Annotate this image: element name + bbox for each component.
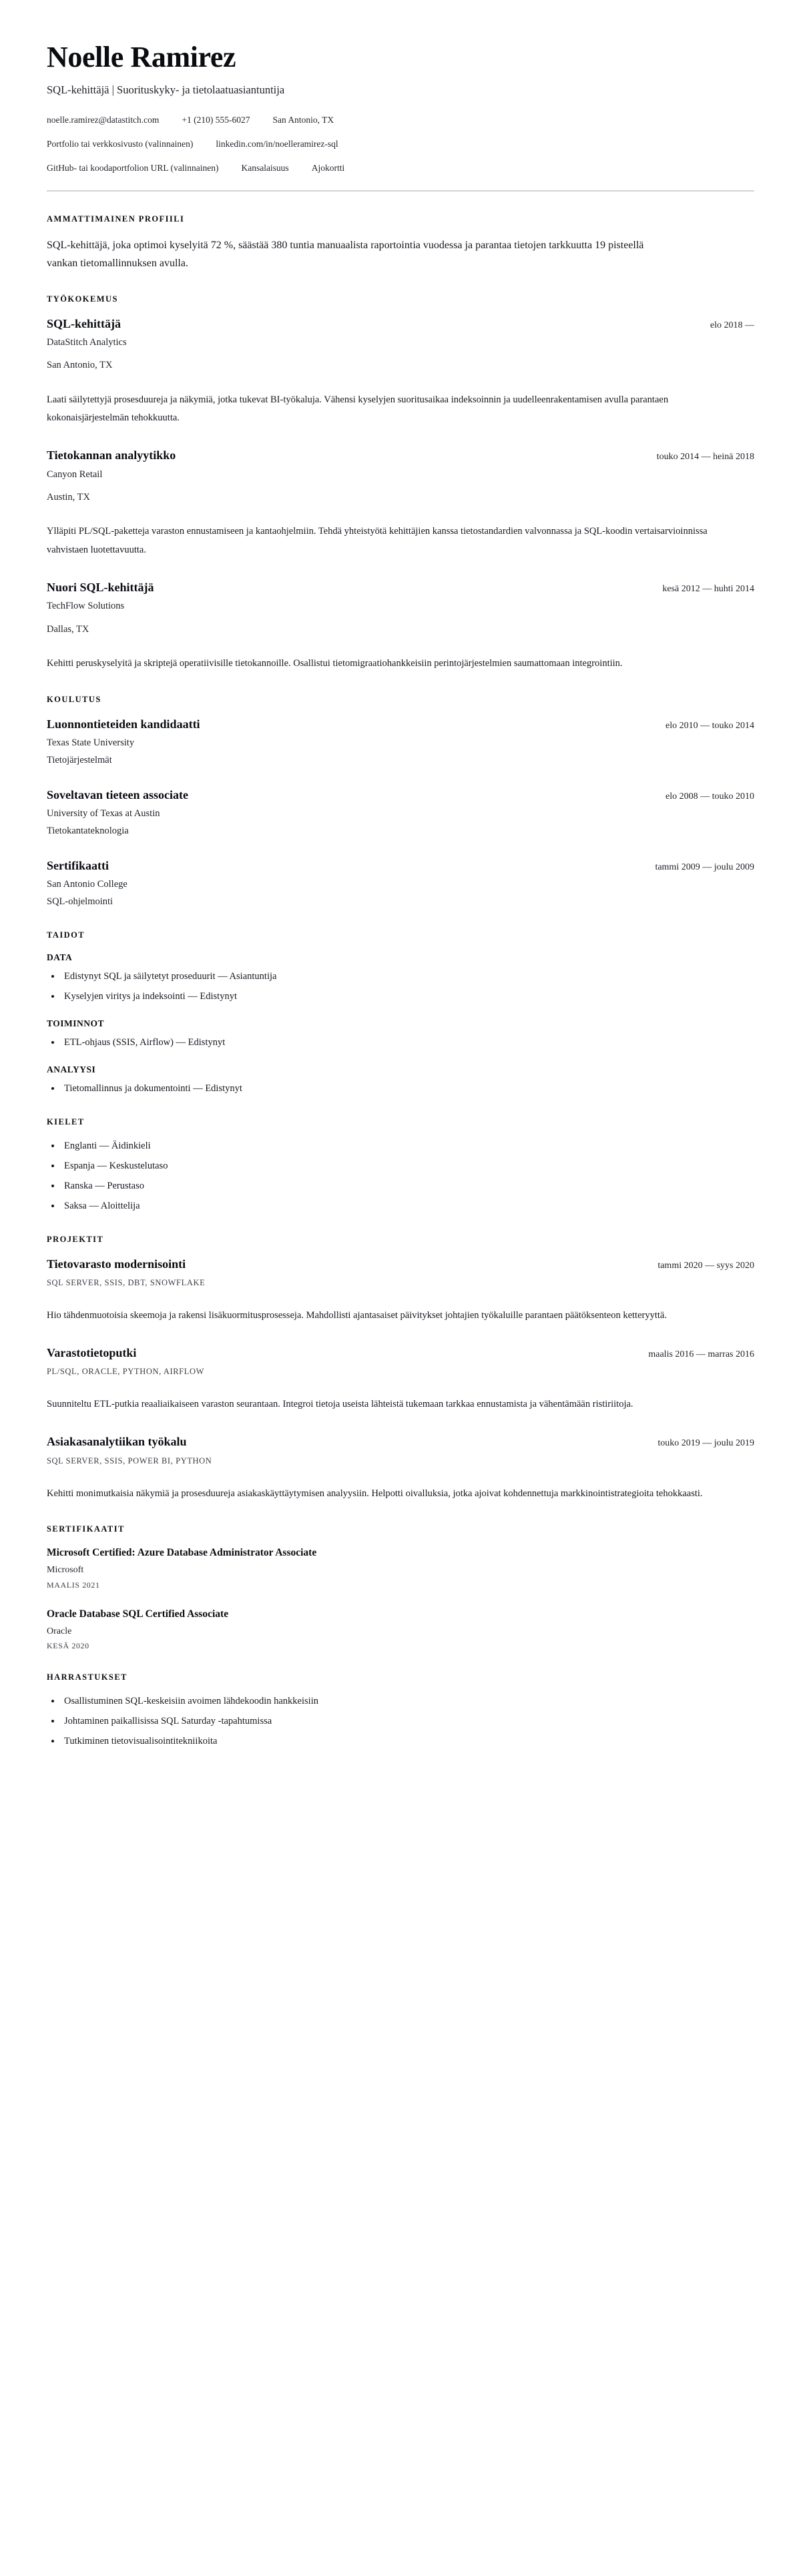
field-of-study: Tietokantateknologia bbox=[47, 826, 129, 837]
experience-entry-header bbox=[47, 580, 754, 595]
list-item: Tutkiminen tietovisualisointitekniikoita bbox=[47, 1734, 754, 1748]
degree-dates: elo 2010 — touko 2014 bbox=[665, 720, 754, 731]
location-text: San Antonio, TX bbox=[272, 114, 334, 125]
list-item: Saksa — Aloittelija bbox=[47, 1199, 754, 1213]
list-item: Kyselyjen viritys ja indeksointi — Edistynyt bbox=[47, 990, 754, 1004]
header-divider bbox=[47, 190, 754, 192]
school-name: University of Texas at Austin bbox=[47, 808, 160, 820]
list-item: Osallistuminen SQL-keskeisiin avoimen lähdekoodin hankkeisiin bbox=[47, 1694, 754, 1708]
experience-entry-header bbox=[47, 316, 754, 332]
skill-list bbox=[47, 1082, 754, 1096]
education-entry bbox=[47, 787, 754, 838]
experience-entry-header bbox=[47, 448, 754, 463]
experience-entry bbox=[47, 448, 754, 560]
list-item: Tietomallinnus ja dokumentointi — Edistynyt bbox=[47, 1082, 754, 1096]
list-item: Edistynyt SQL ja säilytetyt proseduurit — Asiantuntija bbox=[47, 970, 754, 984]
linkedin-link-text[interactable]: linkedin.com/in/noelleramirez-sql bbox=[216, 139, 338, 149]
project-description: Hio tähdenmuotoisia skeemoja ja rakensi lisäkuormitusprosesseja. Mahdollisti ajantasaiset päivitykset johtajien työkaluille parantaen päätöksenteon ketteryyttä. bbox=[47, 1310, 667, 1321]
project-tech-stack: PL/SQL, ORACLE, PYTHON, AIRFLOW bbox=[47, 1367, 204, 1377]
professional-headline: SQL-kehittäjä | Suorituskyky- ja tietolaatuasiantuntija bbox=[47, 83, 285, 96]
section-heading-languages: KIELET bbox=[47, 1116, 85, 1126]
profile-summary-text: SQL-kehittäjä, joka optimoi kyselyitä 72 %, säästää 380 tuntia manuaalista raportointia vuodessa ja parantaa tietojen tarkkuutta 19 pisteellä vankan tietomallinnuksen avulla. bbox=[47, 239, 644, 270]
skill-group-analysis bbox=[47, 1064, 754, 1096]
job-description: Ylläpiti PL/SQL-paketteja varaston ennustamiseen ja kantaohjelmiin. Tehdä yhteistyötä kehittäjien kanssa tietostandardien valvonnassa ja SQL-koodin vertaisarvioinnissa vahvistaen luotettavuutta. bbox=[47, 526, 708, 556]
certificate-entry bbox=[47, 1546, 754, 1590]
job-employer: TechFlow Solutions bbox=[47, 601, 125, 612]
education-entry-header bbox=[47, 717, 754, 732]
skill-list bbox=[47, 970, 754, 1004]
project-tech-stack: SQL SERVER, SSIS, DBT, SNOWFLAKE bbox=[47, 1278, 206, 1288]
job-employer: DataStitch Analytics bbox=[47, 336, 127, 348]
skill-group-label: TOIMINNOT bbox=[47, 1018, 105, 1028]
list-item: Johtaminen paikallisissa SQL Saturday -tapahtumissa bbox=[47, 1714, 754, 1728]
hobby-list bbox=[47, 1694, 754, 1748]
project-entry bbox=[47, 1345, 754, 1414]
job-dates: touko 2014 — heinä 2018 bbox=[656, 452, 754, 462]
project-entry bbox=[47, 1434, 754, 1503]
section-heading-certificates: SERTIFIKAATIT bbox=[47, 1524, 125, 1534]
project-description: Suunniteltu ETL-putkia reaaliaikaiseen varaston seurantaan. Integroi tietoja useista lähteistä tukemaan tarkkaa ennustamista ja vähentämään ristiriitoja. bbox=[47, 1399, 633, 1410]
email-text[interactable]: noelle.ramirez@datastitch.com bbox=[47, 114, 160, 125]
field-of-study: SQL-ohjelmointi bbox=[47, 896, 113, 908]
section-certificates bbox=[47, 1524, 754, 1651]
job-dates: elo 2018 — bbox=[710, 320, 754, 330]
skill-list bbox=[47, 1036, 754, 1050]
skill-group-data bbox=[47, 952, 754, 1004]
section-professional-profile bbox=[47, 214, 754, 273]
degree-title: Luonnontieteiden kandidaatti bbox=[47, 717, 200, 731]
job-location: Dallas, TX bbox=[47, 623, 89, 635]
education-entry-header bbox=[47, 858, 754, 874]
project-dates: tammi 2020 — syys 2020 bbox=[657, 1260, 754, 1271]
job-dates: kesä 2012 — huhti 2014 bbox=[662, 583, 754, 594]
section-heading-experience: TYÖKOKEMUS bbox=[47, 294, 118, 304]
certificate-name: Microsoft Certified: Azure Database Administrator Associate bbox=[47, 1547, 317, 1559]
education-entry-header bbox=[47, 787, 754, 803]
certificate-date: KESÄ 2020 bbox=[47, 1641, 89, 1651]
phone-text[interactable]: +1 (210) 555-6027 bbox=[182, 114, 250, 125]
project-entry-header bbox=[47, 1257, 754, 1272]
list-item: Englanti — Äidinkieli bbox=[47, 1139, 754, 1153]
contact-line-primary bbox=[47, 113, 754, 127]
section-work-experience bbox=[47, 294, 754, 673]
job-description: Laati säilytettyjä prosesduureja ja näkymiä, jotka tukevat BI-työkaluja. Vähensi kyselyjen suoritusaikaa indeksoinnin ja uudelleenrakentamisen avulla parantaen kokonaisjärjestelmän tehokkuutta. bbox=[47, 394, 669, 424]
project-entry-header bbox=[47, 1434, 754, 1450]
section-heading-skills: TAIDOT bbox=[47, 930, 85, 940]
project-entry-header bbox=[47, 1345, 754, 1361]
certificate-issuer: Microsoft bbox=[47, 1565, 84, 1576]
github-placeholder-text[interactable]: GitHub- tai koodaportfolion URL (valinnainen) bbox=[47, 163, 219, 174]
job-description: Kehitti peruskyselyitä ja skriptejä operatiivisille tietokannoille. Osallistui tietomigraatiohankkeisiin perintojärjestelmien saumattomaan integrointiin. bbox=[47, 657, 623, 669]
skill-group-operations bbox=[47, 1018, 754, 1050]
certificate-date: MAALIS 2021 bbox=[47, 1580, 100, 1590]
degree-dates: tammi 2009 — joulu 2009 bbox=[655, 862, 754, 872]
skill-group-label: ANALYYSI bbox=[47, 1064, 96, 1074]
section-projects bbox=[47, 1235, 754, 1504]
field-of-study: Tietojärjestelmät bbox=[47, 755, 112, 766]
project-dates: touko 2019 — joulu 2019 bbox=[657, 1438, 754, 1449]
project-dates: maalis 2016 — marras 2016 bbox=[648, 1349, 754, 1359]
language-list bbox=[47, 1139, 754, 1213]
project-tech-stack: SQL SERVER, SSIS, POWER BI, PYTHON bbox=[47, 1456, 212, 1466]
portfolio-placeholder-text[interactable]: Portfolio tai verkkosivusto (valinnainen) bbox=[47, 139, 194, 149]
education-entry bbox=[47, 858, 754, 909]
project-description: Kehitti monimutkaisia näkymiä ja prosesduureja asiakaskäyttäytymisen analyysiin. Helpotti oivalluksia, jotka ajoivat kohdennettuja markkinointistrategioita tehokkaasti. bbox=[47, 1488, 703, 1499]
skill-group-label: DATA bbox=[47, 952, 73, 962]
resume-header bbox=[47, 41, 754, 176]
page-title: Noelle Ramirez bbox=[47, 41, 236, 73]
education-entry bbox=[47, 717, 754, 767]
school-name: San Antonio College bbox=[47, 879, 127, 890]
list-item: Ranska — Perustaso bbox=[47, 1179, 754, 1193]
section-heading-education: KOULUTUS bbox=[47, 694, 101, 704]
certificate-issuer: Oracle bbox=[47, 1626, 72, 1636]
job-title: Tietokannan analyytikko bbox=[47, 448, 176, 462]
degree-title: Soveltavan tieteen associate bbox=[47, 787, 188, 801]
project-title: Tietovarasto modernisointi bbox=[47, 1257, 186, 1271]
degree-title: Sertifikaatti bbox=[47, 858, 109, 872]
job-employer: Canyon Retail bbox=[47, 468, 103, 480]
certificate-entry bbox=[47, 1608, 754, 1652]
job-location: Austin, TX bbox=[47, 491, 90, 503]
section-heading-profile: AMMATTIMAINEN PROFIILI bbox=[47, 214, 185, 224]
section-education bbox=[47, 695, 754, 909]
project-entry bbox=[47, 1257, 754, 1325]
section-languages bbox=[47, 1117, 754, 1213]
job-title: SQL-kehittäjä bbox=[47, 316, 121, 330]
citizenship-text: Kansalaisuus bbox=[241, 163, 289, 174]
project-title: Asiakasanalytiikan työkalu bbox=[47, 1435, 187, 1449]
experience-entry bbox=[47, 580, 754, 673]
section-heading-hobbies: HARRASTUKSET bbox=[47, 1672, 127, 1682]
driving-licence-text: Ajokortti bbox=[311, 163, 345, 174]
job-location: San Antonio, TX bbox=[47, 360, 113, 371]
section-heading-projects: PROJEKTIT bbox=[47, 1234, 104, 1244]
contact-line-tertiary bbox=[47, 162, 754, 175]
project-title: Varastotietoputki bbox=[47, 1345, 137, 1359]
job-title: Nuori SQL-kehittäjä bbox=[47, 580, 154, 594]
list-item: Espanja — Keskustelutaso bbox=[47, 1159, 754, 1173]
degree-dates: elo 2008 — touko 2010 bbox=[665, 791, 754, 801]
section-skills bbox=[47, 930, 754, 1096]
certificate-name: Oracle Database SQL Certified Associate bbox=[47, 1608, 229, 1620]
section-hobbies bbox=[47, 1672, 754, 1748]
experience-entry bbox=[47, 316, 754, 428]
school-name: Texas State University bbox=[47, 737, 135, 749]
list-item: ETL-ohjaus (SSIS, Airflow) — Edistynyt bbox=[47, 1036, 754, 1050]
contact-line-secondary bbox=[47, 137, 754, 151]
